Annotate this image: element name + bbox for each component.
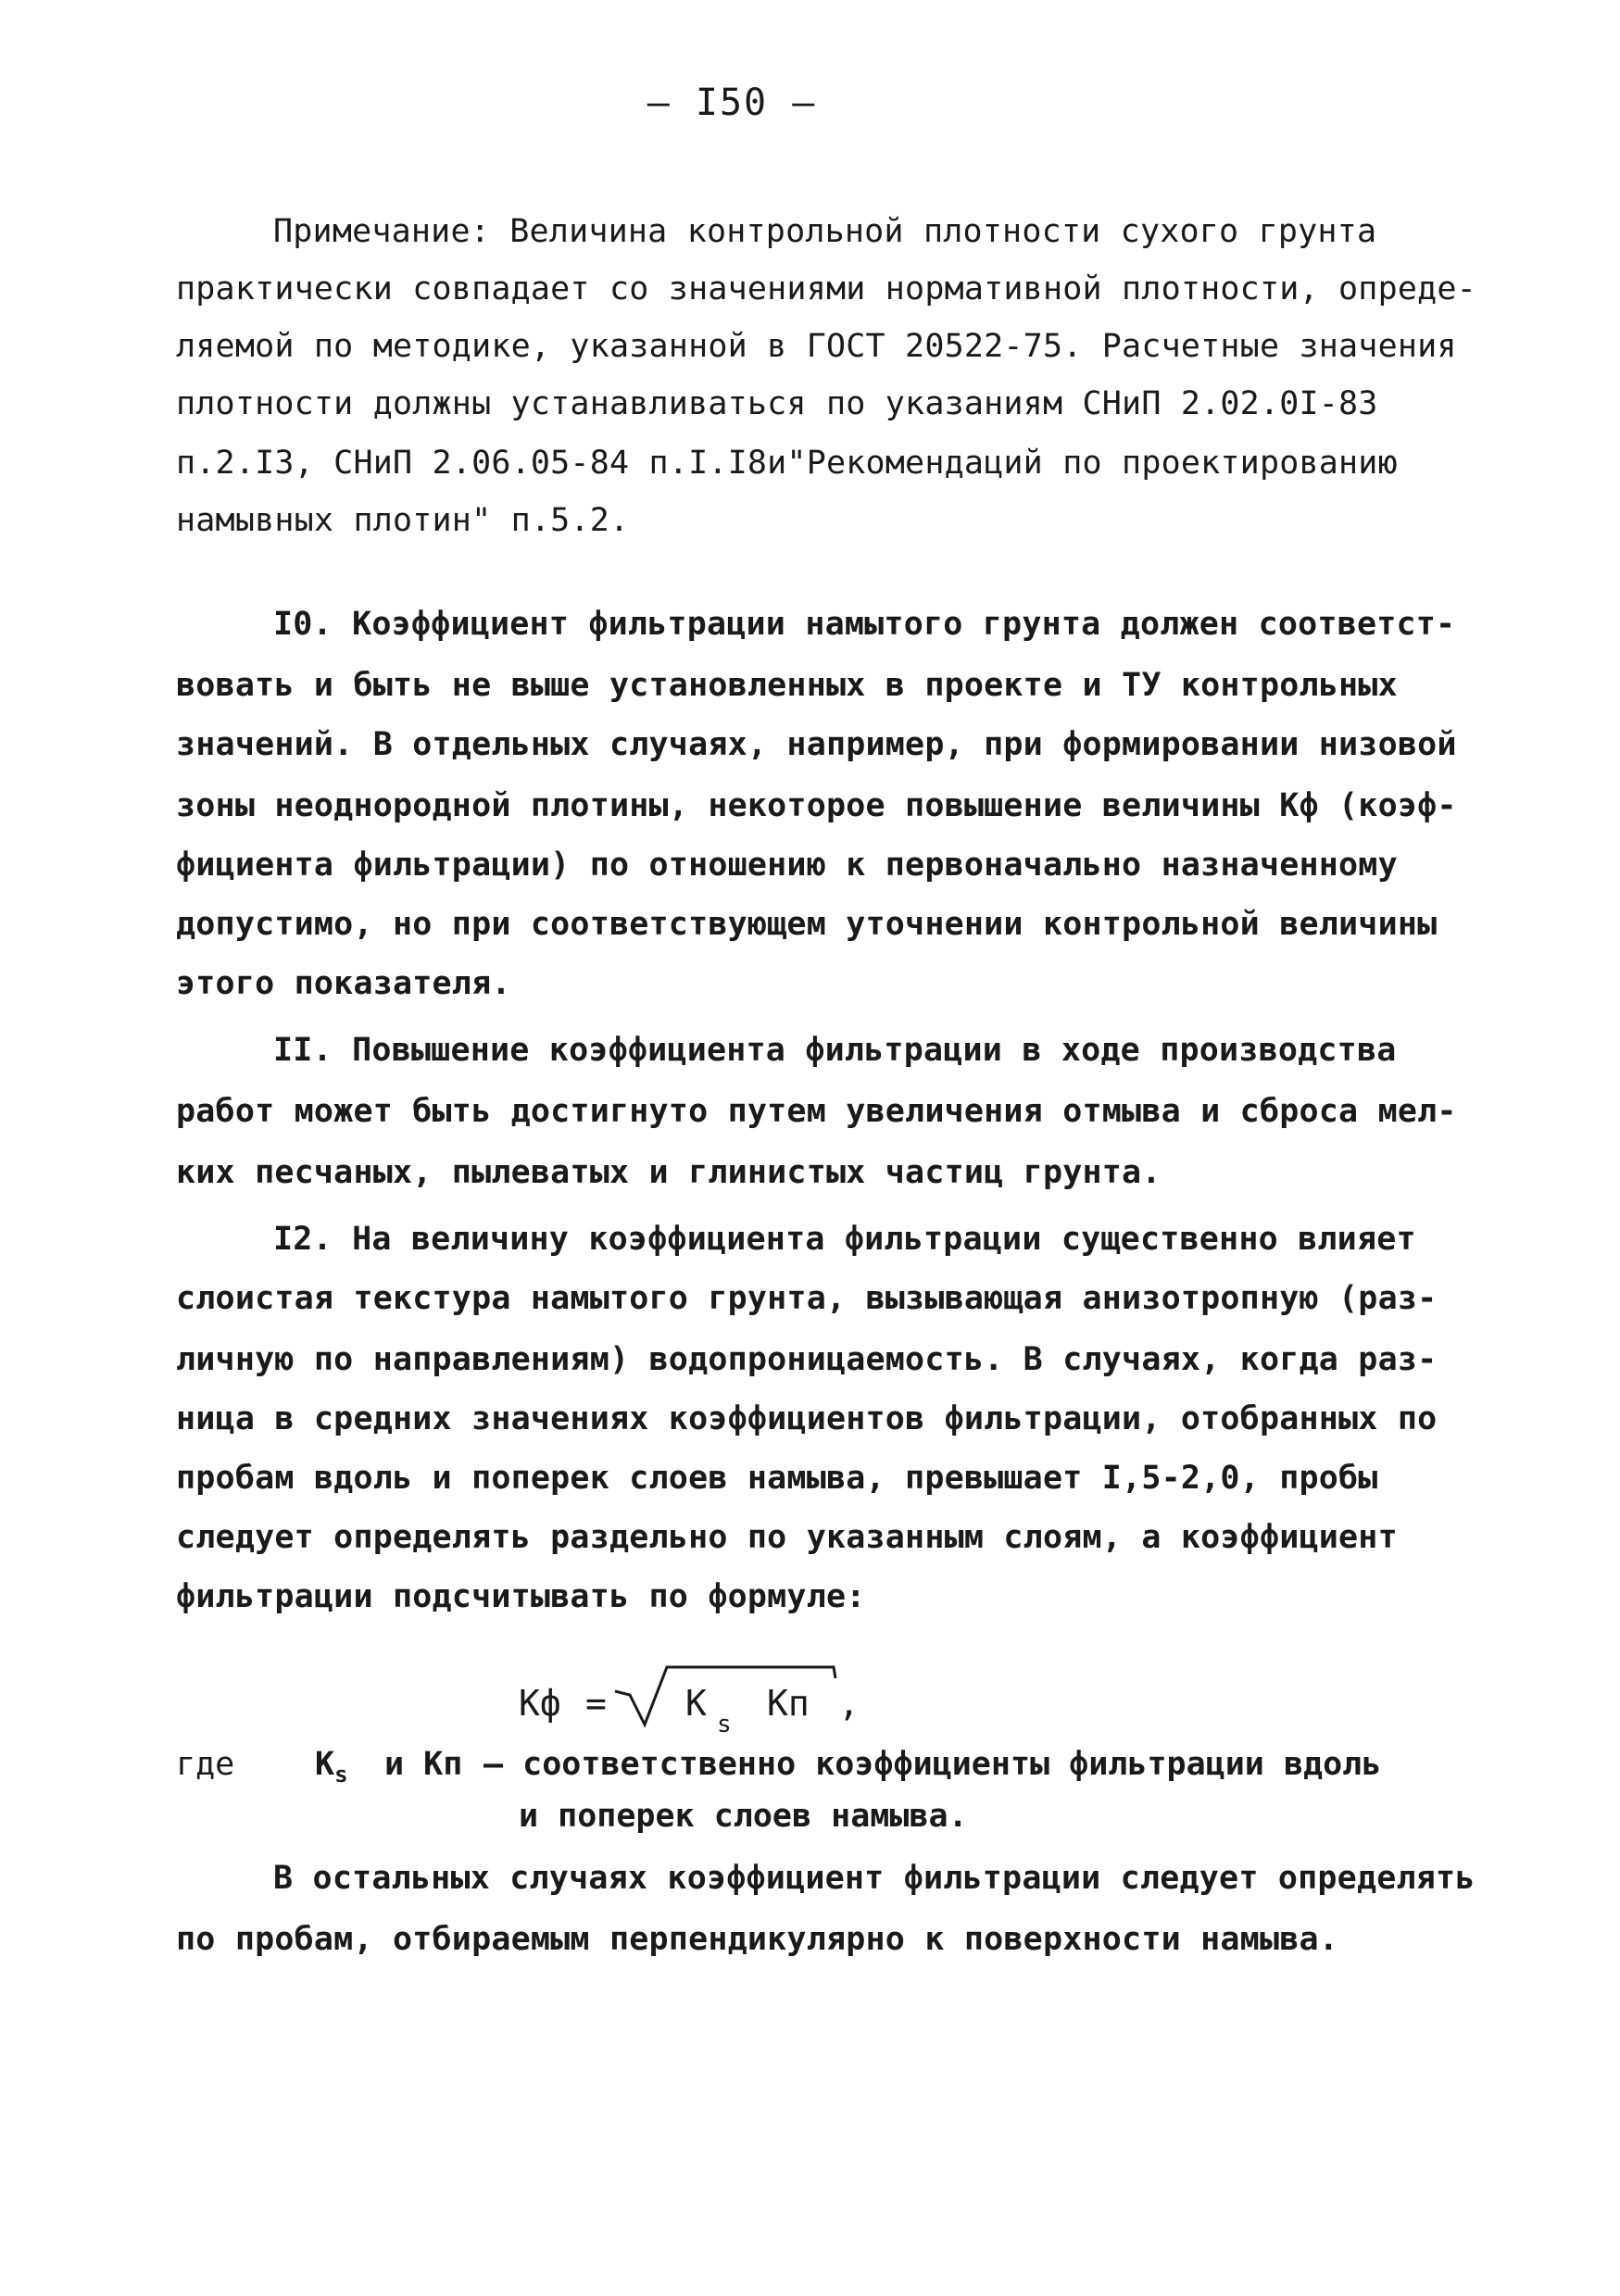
legend-kp: и Кп: [384, 1746, 463, 1783]
note-line: плотности должны устанавливаться по указаниям СНиП 2.02.0I-83: [176, 385, 1378, 422]
para12-line: фильтрации подсчитывать по формуле:: [176, 1578, 866, 1615]
note-line: намывных плотин" п.5.2.: [176, 502, 630, 539]
legend-ks-letter: К: [315, 1746, 335, 1783]
legend-definition-1: – соответственно коэффициенты фильтрации вдоль: [483, 1746, 1382, 1783]
final-line: В остальных случаях коэффициент фильтрации следует определять: [273, 1860, 1476, 1897]
note-line: п.2.I3, СНиП 2.06.05-84 п.I.I8и"Рекомендаций по проектированию: [176, 445, 1398, 482]
note-line: Примечание: Величина контрольной плотности сухого грунта: [273, 213, 1377, 250]
formula-term1: К: [685, 1683, 707, 1724]
page-number: – I50 –: [647, 82, 817, 124]
para12-line: следует определять раздельно по указанным слоям, а коэффициент: [176, 1519, 1398, 1556]
formula-trailing: ,: [838, 1683, 860, 1724]
para12-line: слоистая текстура намытого грунта, вызывающая анизотропную (раз-: [176, 1280, 1438, 1317]
final-line: по пробам, отбираемым перпендикулярно к поверхности намыва.: [176, 1921, 1339, 1958]
legend-ks: [315, 1746, 348, 1788]
note-line: ляемой по методике, указанной в ГОСТ 20522-75. Расчетные значения: [176, 328, 1457, 365]
para12-line: личную по направлениям) водопроницаемость. В случаях, когда раз-: [176, 1341, 1438, 1378]
legend-definition-2: и поперек слоев намыва.: [519, 1798, 968, 1835]
formula-legend: [176, 1746, 1473, 1848]
para12-line: ница в средних значениях коэффициентов фильтрации, отобранных по: [176, 1400, 1438, 1437]
para12-line: пробам вдоль и поперек слоев намыва, превышает I,5-2,0, пробы: [176, 1460, 1378, 1497]
where-word: где: [176, 1746, 235, 1783]
para10-line: вовать и быть не выше установленных в проекте и ТУ контрольных: [176, 667, 1398, 704]
para11-line: работ может быть достигнуто путем увеличения отмыва и сброса мел-: [176, 1093, 1457, 1130]
formula-term2: Кп: [767, 1683, 810, 1724]
para11-line: ких песчаных, пылеватых и глинистых частиц грунта.: [176, 1154, 1162, 1191]
para10-line: этого показателя.: [176, 965, 511, 1002]
para10-line: значений. В отдельных случаях, например, при формировании низовой: [176, 726, 1457, 763]
para10-line: зоны неоднородной плотины, некоторое повышение величины Кф (коэф-: [176, 787, 1457, 824]
para12-line: I2. На величину коэффициента фильтрации существенно влияет: [273, 1221, 1416, 1258]
formula-equals: =: [585, 1683, 607, 1724]
para10-line: фициента фильтрации) по отношению к первоначально назначенному: [176, 847, 1398, 884]
para10-line: I0. Коэффициент фильтрации намытого грунта должен соответст-: [273, 606, 1456, 643]
formula-lhs: Кф: [519, 1683, 561, 1724]
para11-line: II. Повышение коэффициента фильтрации в ходе производства: [273, 1032, 1397, 1069]
para10-line: допустимо, но при соответствующем уточнении контрольной величины: [176, 906, 1438, 943]
legend-ks-sub: s: [334, 1762, 348, 1788]
formula-term1-sub: s: [717, 1711, 732, 1738]
note-line: практически совпадает со значениями нормативной плотности, опреде-: [176, 270, 1476, 307]
